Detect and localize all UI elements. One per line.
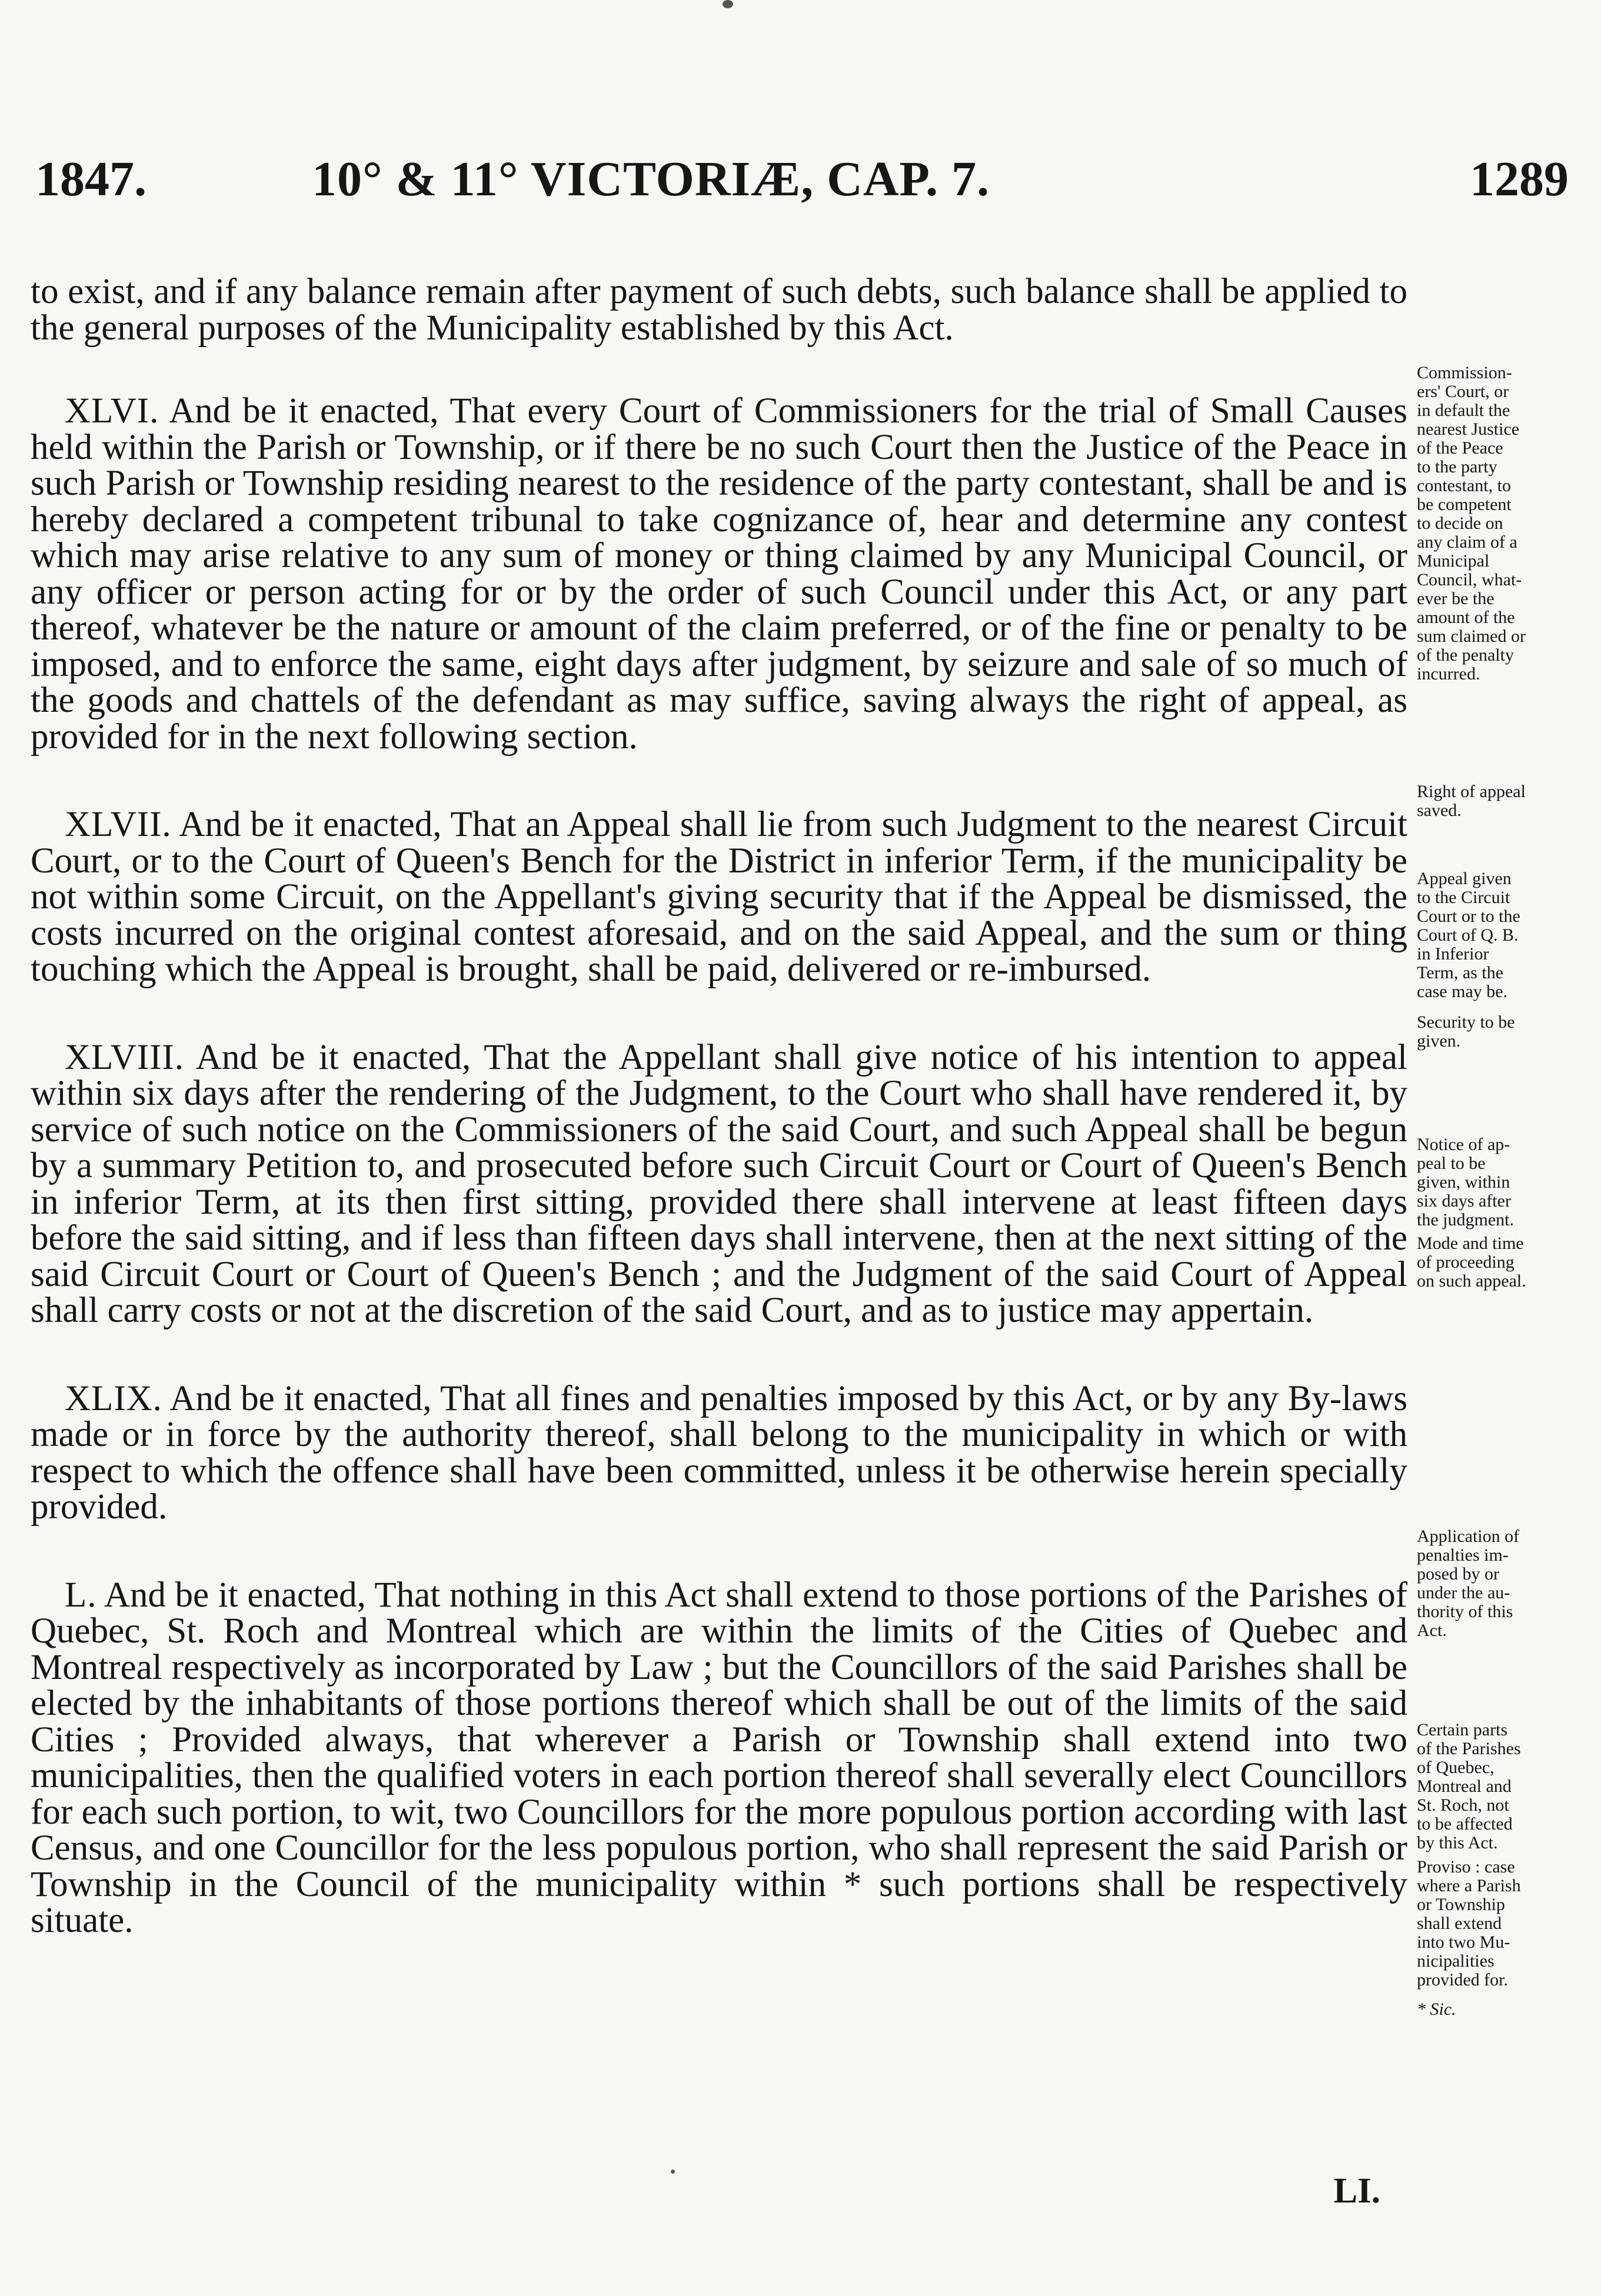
print-speck [723,0,733,8]
section-text: And be it enacted, That the Appellant shall give notice of his intention to appeal within six days after the rendering of the Judgment, to the Court who shall have rendered it, by service of such notice on the Commissioners of the said Court, and such Appeal shall be begun by a summary Petition to, and prosecuted before such Circuit Court or Court of Queen's Bench in inferior Term, at its then first sitting, provided there shall intervene at least fifteen days before the said sitting, and if less than fifteen days shall intervene, then at the next sitting of the said Circuit Court or Court of Queen's Bench ; and the Judgment of the said Court of Appeal shall carry costs or not at the discretion of the said Court, and as to justice may appertain. [31,1037,1408,1330]
header-title: 10° & 11° VICTORIÆ, CAP. 7. [312,152,990,206]
margin-note: Application of penalties im- posed by or under the au- thority of this Act. [1417,1527,1520,1640]
section-xlvi [31,393,1407,755]
section-continuation [31,274,1407,346]
main-text [31,274,1407,1991]
margin-note: Mode and time of proceeding on such appeal. [1417,1234,1526,1291]
section-xlvii [31,807,1407,988]
page-header [35,150,1569,215]
section-text: And be it enacted, That nothing in this Act shall extend to those portions of the Parishes of Quebec, St. Roch and Montreal which are within the limits of the Cities of Quebec and Montreal respectively as incorporated by Law ; but the Councillors of the said Parishes shall be elected by the inhabitants of those portions thereof which shall be out of the limits of the said Cities ; Provided always, that wherever a Parish or Township shall extend into two municipalities, then the qualified voters in each portion thereof shall severally elect Councillors for each such portion, to wit, two Councillors for the more populous portion according with last Census, and one Councillor for the less populous portion, who shall represent the said Parish or Township in the Council of the municipality within * such portions shall be respectively situate. [31,1575,1407,1940]
section-number: L. [65,1575,97,1615]
margin-note: Appeal given to the Circuit Court or to the Court of Q. B. in Inferior Term, as the case may be. [1417,869,1520,1001]
margin-note: Certain parts of the Parishes of Quebec, Montreal and St. Roch, not to be affected by this Act. [1417,1720,1521,1852]
section-number: XLVI. [65,391,159,431]
margin-note: Security to be given. [1417,1012,1515,1051]
header-year: 1847. [35,152,147,206]
catchword: LI. [1333,2171,1380,2211]
section-text: to exist, and if any balance remain after payment of such debts, such balance shall be applied to the general purposes of the Municipality established by this Act. [31,272,1407,348]
margin-note: Notice of ap- peal to be given, within six days after the judgment. [1417,1135,1514,1229]
section-text: And be it enacted, That all fines and penalties imposed by this Act, or by any By-laws made or in force by the authority thereof, shall belong to the municipality in which or with respect to which the offence shall have been committed, unless it be otherwise herein specially provided. [31,1378,1407,1527]
margin-note: Right of appeal saved. [1417,782,1526,820]
section-number: XLVIII. [65,1037,184,1077]
margin-note: Proviso : case where a Parish or Township shall extend into two Mu- nicipalities provided for. [1417,1857,1521,1990]
section-text: And be it enacted, That an Appeal shall lie from such Judgment to the nearest Circuit Court, or to the Court of Queen's Bench for the District in inferior Term, if the municipality be not within some Circuit, on the Appellant's giving security that if the Appeal be dismissed, the costs incurred on the original contest aforesaid, and on the said Appeal, and the sum or thing touching which the Appeal is brought, shall be paid, delivered or re-imbursed. [31,805,1407,989]
section-number: XLIX. [65,1378,162,1418]
section-xlviii [31,1039,1407,1329]
margin-note: Commission- ers' Court, or in default the nearest Justice of the Peace to the party contestant, to be competent to decide on any claim of a Municipal Council, what- ever be the amount of the sum claimed or of the penalty incurred. [1417,363,1526,684]
section-xlix [31,1378,1407,1527]
margin-note: * Sic. [1417,2000,1456,2019]
print-speck [671,2170,675,2174]
section-l [31,1577,1407,1939]
section-text: And be it enacted, That every Court of Commissioners for the trial of Small Causes held within the Parish or Township, or if there be no such Court then the Justice of the Peace in such Parish or Township residing nearest to the residence of the party contestant, shall be and is hereby declared a competent tribunal to take cognizance of, hear and determine any contest which may arise relative to any sum of money or thing claimed by any Municipal Council, or any officer or person acting for or by the order of such Council under this Act, or any part thereof, whatever be the nature or amount of the claim preferred, or of the fine or penalty to be imposed, and to enforce the same, eight days after judgment, by seizure and sale of so much of the goods and chattels of the defendant as may suffice, saving always the right of appeal, as provided for in the next following section. [31,391,1407,757]
section-number: XLVII. [65,805,172,844]
header-page-number: 1289 [1470,152,1569,206]
